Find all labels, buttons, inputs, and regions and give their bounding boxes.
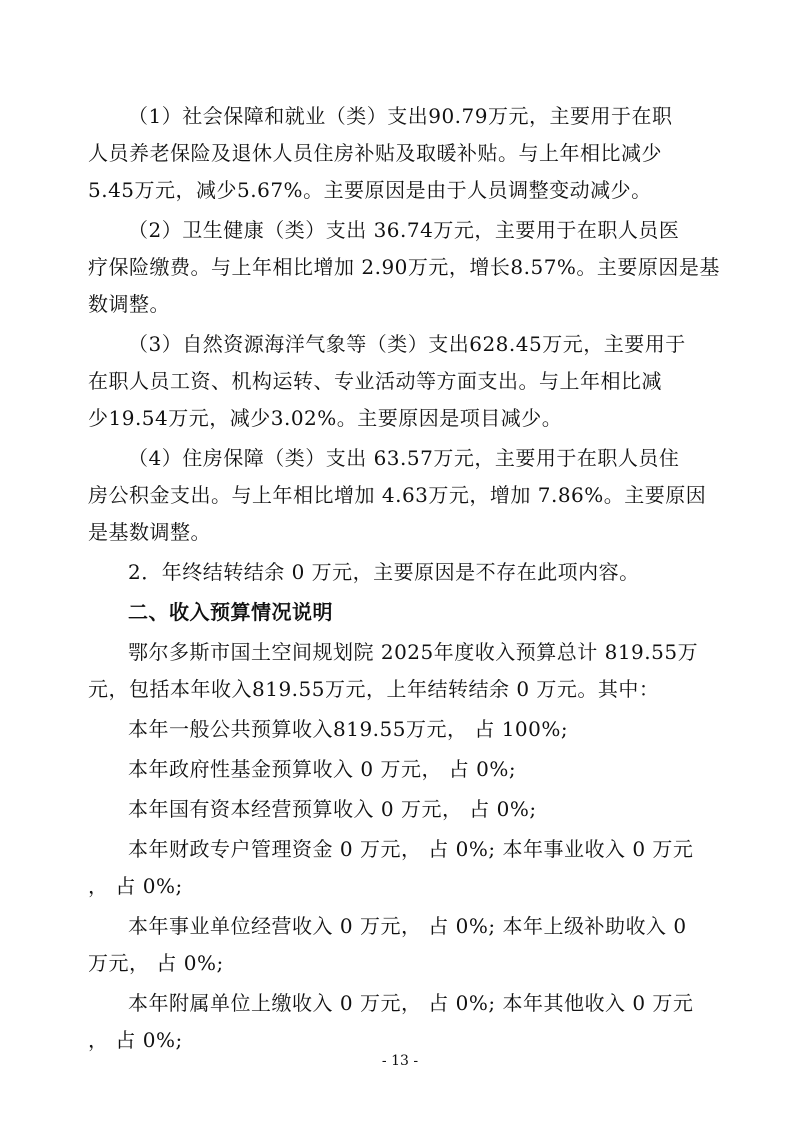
income-item-special-account bbox=[88, 831, 718, 905]
paragraph-natural-resources bbox=[88, 326, 718, 437]
income-item-business bbox=[88, 908, 718, 982]
page-number: - 13 - bbox=[381, 1053, 419, 1069]
income-item-affiliated bbox=[88, 985, 718, 1059]
document-page bbox=[88, 98, 718, 1059]
text-line: 元，包括本年收入819.55万元，上年结转结余 0 万元。其中： bbox=[88, 677, 660, 701]
text-line: 疗保险缴费。与上年相比增加 2.90万元，增长8.57%。主要原因是基 bbox=[88, 255, 720, 279]
paragraph-housing bbox=[88, 440, 718, 551]
text-line: 少19.54万元，减少3.02%。主要原因是项目减少。 bbox=[88, 406, 563, 430]
paragraph-income-intro bbox=[88, 634, 718, 708]
text-line: 房公积金支出。与上年相比增加 4.63万元，增加 7.86%。主要原因 bbox=[88, 483, 707, 507]
text-line: ， 占 0%; bbox=[88, 1028, 183, 1052]
text-line: 在职人员工资、机构运转、专业活动等方面支出。与上年相比减 bbox=[88, 369, 662, 393]
text-line: （2）卫生健康（类）支出 36.74万元，主要用于在职人员医 bbox=[128, 218, 680, 242]
text-line: 人员养老保险及退休人员住房补贴及取暖补贴。与上年相比减少 bbox=[88, 141, 662, 165]
income-item-gov-fund: 本年政府性基金预算收入 0 万元， 占 0%; bbox=[128, 757, 517, 781]
text-line: （3）自然资源海洋气象等（类）支出628.45万元，主要用于 bbox=[128, 332, 686, 356]
paragraph-health bbox=[88, 212, 718, 323]
text-line: 5.45万元，减少5.67%。主要原因是由于人员调整变动减少。 bbox=[88, 178, 652, 202]
paragraph-social-security bbox=[88, 98, 718, 209]
text-line: （4）住房保障（类）支出 63.57万元，主要用于在职人员住 bbox=[128, 446, 680, 470]
text-line: 本年附属单位上缴收入 0 万元， 占 0%; 本年其他收入 0 万元 bbox=[128, 991, 694, 1015]
section-heading: 二、收入预算情况说明 bbox=[128, 600, 333, 624]
text-line: 数调整。 bbox=[88, 292, 170, 316]
text-line: 是基数调整。 bbox=[88, 520, 211, 544]
paragraph-carryover: 2．年终结转结余 0 万元，主要原因是不存在此项内容。 bbox=[128, 560, 640, 584]
text-line: （1）社会保障和就业（类）支出90.79万元，主要用于在职 bbox=[128, 104, 673, 128]
text-line: 万元， 占 0%; bbox=[88, 951, 224, 975]
income-item-state-capital: 本年国有资本经营预算收入 0 万元， 占 0%; bbox=[128, 797, 537, 821]
text-line: 本年财政专户管理资金 0 万元， 占 0%; 本年事业收入 0 万元 bbox=[128, 837, 694, 861]
income-item-general-budget: 本年一般公共预算收入819.55万元， 占 100%; bbox=[128, 717, 569, 741]
text-line: ， 占 0%; bbox=[88, 874, 183, 898]
text-line: 本年事业单位经营收入 0 万元， 占 0%; 本年上级补助收入 0 bbox=[128, 914, 687, 938]
text-line: 鄂尔多斯市国土空间规划院 2025年度收入预算总计 819.55万 bbox=[128, 640, 699, 664]
